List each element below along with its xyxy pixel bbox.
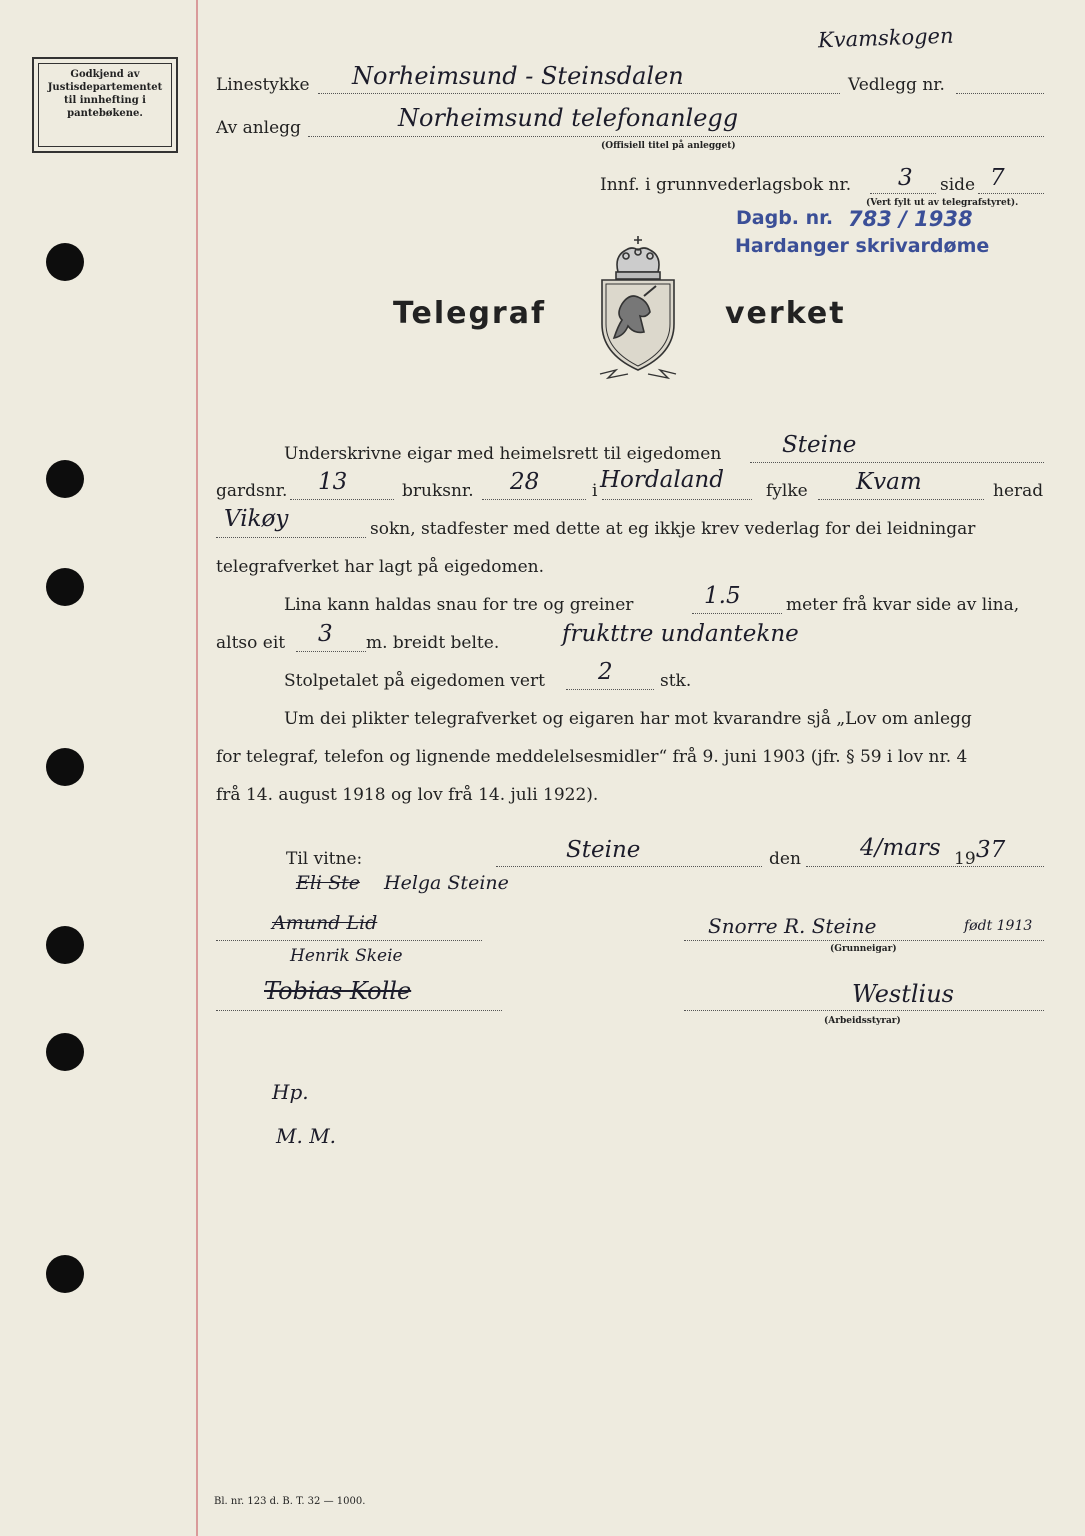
dotted-line xyxy=(318,93,840,94)
stamp-dagb-value: 783 / 1938 xyxy=(848,207,973,231)
punch-hole xyxy=(46,1255,84,1293)
stamp-office: Hardanger skrivardøme xyxy=(735,235,990,257)
dotted-line xyxy=(496,866,762,867)
punch-hole xyxy=(46,243,84,281)
punch-hole xyxy=(46,748,84,786)
dotted-line xyxy=(870,193,936,194)
dotted-line xyxy=(482,499,586,500)
i-label: i xyxy=(592,481,598,501)
form-footer: Bl. nr. 123 d. B. T. 32 — 1000. xyxy=(214,1496,366,1507)
body-line-6-tail: m. breidt belte. xyxy=(366,633,500,653)
gardsnr-value: 13 xyxy=(318,469,348,495)
margin-line xyxy=(196,0,198,1536)
witness-3: Henrik Skeie xyxy=(290,946,403,966)
dotted-line xyxy=(684,940,1044,941)
innf-nr: 3 xyxy=(898,165,913,191)
year-prefix: 19 xyxy=(954,849,976,869)
bruksnr-value: 28 xyxy=(510,469,540,495)
owner-signature: Snorre R. Steine xyxy=(708,914,877,938)
approval-line: Godkjend av xyxy=(70,69,140,80)
innf-caption: (Vert fylt ut av telegrafstyret). xyxy=(866,198,1019,208)
fylke-value: Hordaland xyxy=(600,467,724,493)
dotted-line xyxy=(956,93,1044,94)
coat-of-arms-icon xyxy=(592,232,684,390)
dotted-line xyxy=(308,136,1044,137)
property-name: Steine xyxy=(782,432,857,458)
dotted-line xyxy=(602,499,752,500)
gardsnr-label: gardsnr. xyxy=(216,481,288,501)
body-line-10: frå 14. august 1918 og lov frå 14. juli 1922). xyxy=(216,785,599,805)
signing-place: Steine xyxy=(566,837,641,863)
punch-hole xyxy=(46,568,84,606)
innf-label: Innf. i grunnvederlagsbok nr. xyxy=(600,175,852,195)
anlegg-value: Norheimsund telefonanlegg xyxy=(398,104,739,132)
title-left: Telegraf xyxy=(393,296,547,331)
body-line-8: Um dei plikter telegrafverket og eigaren har mot kvarandre sjå „Lov om anlegg xyxy=(284,709,972,729)
side-value: 7 xyxy=(990,165,1005,191)
body-line-5-tail: meter frå kvar side av lina, xyxy=(786,595,1020,615)
witness-2-struck: Amund Lid xyxy=(272,912,378,934)
witness-4-struck: Tobias Kolle xyxy=(264,977,412,1005)
stamp-dagb-label: Dagb. nr. xyxy=(736,207,834,229)
top-right-note: Kvamskogen xyxy=(817,23,954,53)
punch-hole xyxy=(46,1033,84,1071)
dotted-line xyxy=(566,689,654,690)
herad-value: Kvam xyxy=(856,469,922,495)
exception-note: frukttre undantekne xyxy=(562,621,799,647)
dotted-line xyxy=(216,537,366,538)
dotted-line xyxy=(216,1010,502,1011)
year-suffix: 37 xyxy=(976,837,1006,863)
linestykke-label: Linestykke xyxy=(216,75,310,95)
den-label: den xyxy=(769,849,801,869)
body-line-9: for telegraf, telefon og lignende meddelelsesmidler“ frå 9. juni 1903 (jfr. § 59 i lov nr. 4 xyxy=(216,747,968,767)
dotted-line xyxy=(978,193,1044,194)
dotted-line xyxy=(806,866,1044,867)
initials-1: Hp. xyxy=(272,1080,309,1104)
pole-count-value: 2 xyxy=(598,659,613,685)
approval-line: Justisdepartementet xyxy=(47,82,163,93)
dotted-line xyxy=(296,651,366,652)
vitne-label: Til vitne: xyxy=(286,849,363,869)
bruksnr-label: bruksnr. xyxy=(402,481,474,501)
fylke-label: fylke xyxy=(766,481,808,501)
owner-caption: (Grunneigar) xyxy=(830,944,897,954)
sokn-value: Vikøy xyxy=(224,506,289,532)
dotted-line xyxy=(290,499,394,500)
dotted-line xyxy=(750,462,1044,463)
side-label: side xyxy=(940,175,976,195)
body-line-7: Stolpetalet på eigedomen vert xyxy=(284,671,545,691)
anlegg-caption: (Offisiell titel på anlegget) xyxy=(601,141,736,151)
dotted-line xyxy=(818,499,984,500)
belt-width-value: 3 xyxy=(318,621,333,647)
owner-note: født 1913 xyxy=(964,918,1033,934)
anlegg-label: Av anlegg xyxy=(216,118,301,138)
witness-1-struck: Eli Ste xyxy=(296,872,360,894)
dotted-line xyxy=(692,613,782,614)
body-line-5: Lina kann haldas snau for tre og greiner xyxy=(284,595,634,615)
foreman-caption: (Arbeidsstyrar) xyxy=(824,1016,901,1026)
body-line-1: Underskrivne eigar med heimelsrett til eigedomen xyxy=(284,444,722,464)
punch-hole xyxy=(46,460,84,498)
signing-date: 4/mars xyxy=(860,835,941,861)
body-line-4: telegrafverket har lagt på eigedomen. xyxy=(216,557,545,577)
dotted-line xyxy=(684,1010,1044,1011)
approval-line: pantebøkene. xyxy=(67,108,143,119)
approval-box xyxy=(32,57,178,153)
body-line-3: sokn, stadfester med dette at eg ikkje krev vederlag for dei leidningar xyxy=(370,519,976,539)
linestykke-value: Norheimsund - Steinsdalen xyxy=(352,62,684,90)
witness-1: Helga Steine xyxy=(384,872,509,894)
initials-2: M. M. xyxy=(276,1124,337,1148)
dotted-line xyxy=(216,940,482,941)
clearance-value: 1.5 xyxy=(704,583,741,609)
approval-line: til innhefting i xyxy=(64,95,146,106)
herad-label: herad xyxy=(993,481,1044,501)
body-line-6: altso eit xyxy=(216,633,286,653)
body-line-7-tail: stk. xyxy=(660,671,692,691)
foreman-signature: Westlius xyxy=(852,980,954,1008)
vedlegg-label: Vedlegg nr. xyxy=(848,75,945,95)
title-right: verket xyxy=(725,296,846,331)
punch-hole xyxy=(46,926,84,964)
